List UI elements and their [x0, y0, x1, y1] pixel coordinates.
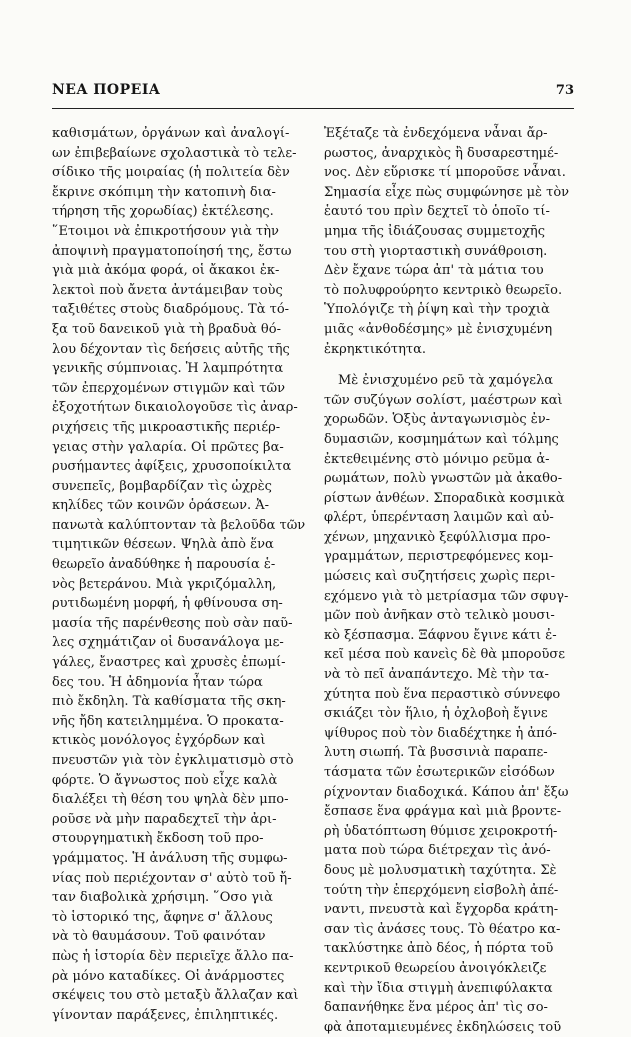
page-header: [52, 82, 574, 106]
running-head: ΝΕΑ ΠΟΡΕΙΑ: [52, 82, 161, 98]
left-column-paragraph: καθισμάτων, ὀργάνων καὶ ἀναλογί- ων ἐπιβεβαίωνε σχολαστικὰ τὸ τελε- σίδικο τῆς μοιραίας (ἡ πολιτεία δὲν ἔκρινε σκόπιμη τὴν κατοπινὴ δια- τήρηση τῆς χορωδίας) ἐκτέλεσης. ῞Ετοιμοι νὰ ἐπικροτήσουν γιὰ τὴν ἀποψινὴ πραγματοποίησή της, ἔστω γιὰ μιὰ ἀκόμα φορά, οἱ ἄκακοι ἐκ- λεκτοὶ ποὺ ἄνετα ἀντάμειβαν τοὺς ταξιθέτες στοὺς διαδρόμους. Τὰ τό- ξα τοῦ δανεικοῦ γιὰ τὴ βραδυὰ θό- λου δέχονταν τὶς δεήσεις αὐτῆς τῆς γενικῆς σύμπνοιας. Ἡ λαμπρότητα τῶν ἐπερχομένων στιγμῶν καὶ τῶν ἐξοχοτήτων δικαιολογοῦσε τὶς ἀναρ- ριχήσεις τῆς μικροαστικῆς περιέρ- γειας στὴν γαλαρία. Οἱ πρῶτες βα- ρυσήμαντες ἀφίξεις, χρυσοποίκιλτα συνεπεῖς, βομβαρδίζαν τὶς ὠχρὲς κηλίδες τῶν κοινῶν ὁράσεων. Ἀ- πανωτὰ καλύπτονταν τὰ βελοῦδα τῶν τιμητικῶν θέσεων. Ψηλὰ ἀπὸ ἕνα θεωρεῖο ἀναδύθηκε ἡ παρουσία ἑ- νὸς βετεράνου. Μιὰ γκριζόμαλλη, ρυτιδωμένη μορφή, ἡ φθίνουσα ση- μασία τῆς παρένθεσης ποὺ σὰν παῦ- λες σχημάτιζαν οἱ δυσανάλογα με- γάλες, ἔναστρες καὶ χρυσὲς ἐπωμί- δες του. Ἡ ἀδημονία ἦταν τώρα πιὸ ἔκδηλη. Τὰ καθίσματα τῆς σκη- νῆς ἤδη κατειλημμένα. Ὁ προκατα- κτικὸς μονόλογος ἐγχόρδων καὶ πνευστῶν γιὰ τὸν ἐγκλιματισμὸ στὸ φόρτε. Ὁ ἄγνωστος ποὺ εἶχε καλὰ διαλέξει τὴ θέση του ψηλὰ δὲν μπο- ροῦσε νὰ μὴν παραδεχτεῖ τὴν ἀρι- στουργηματικὴ ἔκδοση τοῦ προ- γράμματος. Ἡ ἀνάλυση τῆς συμφω- νίας ποὺ περιέχονταν σ' αὐτὸ τοῦ ἤ- ταν διαβολικὰ χρήσιμη. ῞Οσο γιὰ τὸ ἱστορικό της, ἄφηνε σ' ἄλλους νὰ τὸ θαυμάσουν. Τοῦ φαινόταν πὼς ἡ ἱστορία δὲν περιεῖχε ἄλλο πα- ρὰ μόνο καταδίκες. Οἱ ἀνάρμοστες σκέψεις του στὸ μεταξὺ ἄλλαζαν καὶ γίνονταν παράξενες, ἐπιληπτικές.: [52, 126, 306, 1023]
right-column: [324, 124, 580, 1037]
right-column-paragraph-2: Μὲ ἐνισχυμένο ρεῦ τὰ χαμόγελα τῶν συζύγων σολίστ, μαέστρων καὶ χορωδῶν. Ὁξὺς ἀνταγωνισμὸς ἐν- δυμασιῶν, κοσμημάτων καὶ τόλμης ἐκτεθειμένης στὸ μόνιμο ρεῦμα ἀ- ρωμάτων, πολὺ γνωστῶν μὰ ἀκαθο- ρίστων ἀνθέων. Σποραδικὰ κοσμικὰ φλέρτ, ὑπερένταση λαιμῶν καὶ αὐ- χένων, μηχανικὸ ξεφύλλισμα προ- γραμμάτων, περιστρεφόμενες κομ- μώσεις καὶ συζητήσεις χωρὶς περι- εχόμενο γιὰ τὸ μετρίασμα τῶν σφυγ- μῶν ποὺ ἀνῆκαν στὸ τελικὸ μουσι- κὸ ξέσπασμα. Ξάφνου ἔγινε κάτι ἐ- κεῖ μέσα ποὺ κανεὶς δὲ θὰ μποροῦσε νὰ τὸ πεῖ ἀναπάντεχο. Μὲ τὴν τα- χύτητα ποὺ ἕνα περαστικὸ σύννεφο σκιάζει τὸν ἥλιο, ἡ ὀχλοβοὴ ἔγινε ψίθυρος ποὺ τὸν διαδέχτηκε ἡ ἀπό- λυτη σιωπή. Τὰ βυσσινιὰ παραπε- τάσματα τῶν ἐσωτερικῶν εἰσόδων ρίχνονταν διαδοχικά. Κάπου ἀπ' ἔξω ἔσπασε ἕνα φράγμα καὶ μιὰ βροντε- ρὴ ὑδατόπτωση θύμισε χειροκροτή- ματα ποὺ τώρα διέτρεχαν τὶς ἀνό- δους μὲ μολυσματικὴ ταχύτητα. Σὲ τούτη τὴν ἐπερχόμενη εἰσβολὴ ἀπέ- ναντι, πνευστὰ καὶ ἔγχορδα κράτη- σαν τὶς ἀνάσες τους. Τὸ θέατρο κα- τακλύστηκε ἀπὸ δέος, ἡ πόρτα τοῦ κεντρικοῦ θεωρείου ἀνοιγόκλειζε καὶ τὴν ἴδια στιγμὴ ἀνεπιφύλακτα δαπανήθηκε ἕνα μέρος ἀπ' τὶς σο- φὰ ἀποταμιευμένες ἐκδηλώσεις τοῦ: [324, 373, 569, 1035]
page-number: 73: [555, 83, 574, 98]
paragraph-spacer: [324, 359, 580, 371]
right-column-paragraph-1: Ἐξέταζε τὰ ἐνδεχόμενα νἆναι ἄρ- ρωστος, ἀναρχικὸς ἢ δυσαρεστημέ- νος. Δὲν εὕρισκε τί μποροῦσε νἆναι. Σημασία εἶχε πὼς συμφώνησε μὲ τὸν ἑαυτό του πρὶν δεχτεῖ τὸ ὁποῖο τί- μημα τῆς ἰδιάζουσας συμμετοχῆς του στὴ γιορταστικὴ συνάθροιση. Δὲν ἔχανε τώρα ἀπ' τὰ μάτια του τὸ πολυφρούρητο κεντρικὸ θεωρεῖο. Ὑπολόγιζε τὴ ῥίψη καὶ τὴν τροχιὰ μιᾶς «ἀνθοδέσμης» μὲ ἐνισχυμένη ἐκρηκτικότητα.: [324, 126, 570, 357]
header-rule: [52, 108, 574, 109]
left-column: [52, 124, 308, 1025]
